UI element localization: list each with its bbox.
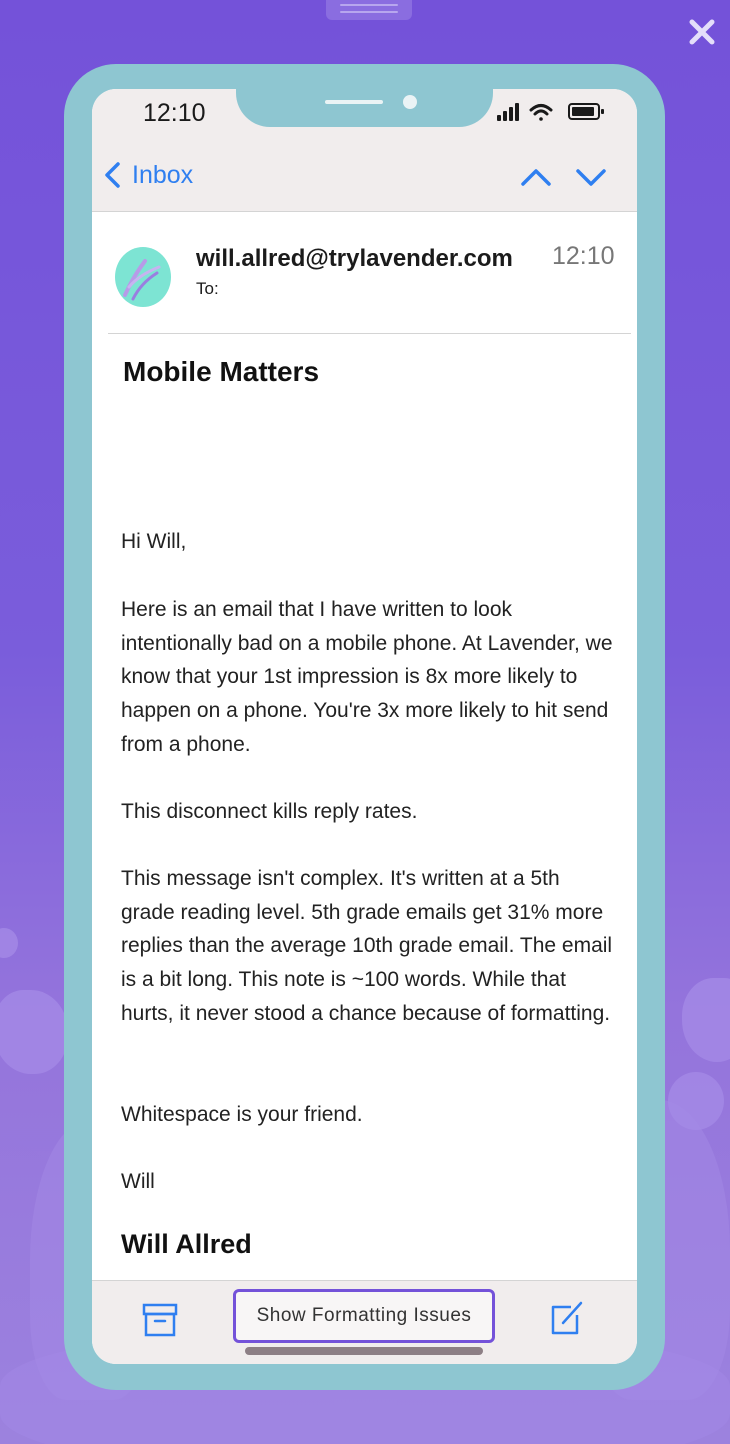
signal-icon	[497, 103, 519, 121]
previous-email-button[interactable]	[520, 165, 552, 189]
home-indicator	[245, 1347, 483, 1355]
email-signoff: Will	[121, 1170, 155, 1193]
email-paragraph: Whitespace is your friend.	[121, 1103, 363, 1126]
phone-notch	[236, 89, 493, 127]
background-blob	[0, 928, 18, 958]
back-to-inbox-button[interactable]	[102, 159, 193, 191]
email-time: 12:10	[552, 242, 615, 270]
compose-icon	[549, 1299, 587, 1337]
chevron-down-icon	[575, 165, 607, 189]
signature-name: Will Allred	[121, 1229, 252, 1259]
status-clock: 12:10	[143, 99, 206, 127]
show-formatting-issues-button[interactable]: Show Formatting Issues	[233, 1289, 495, 1343]
phone-screen	[92, 89, 637, 1364]
email-header	[92, 212, 637, 334]
close-button[interactable]	[684, 14, 720, 50]
email-paragraph: Here is an email that I have written to look intentionally bad on a mobile phone. At Lavender, we know that your 1st impression is 8x more likely to happen on a phone. You're 3x more likely to hit send from a phone.	[121, 598, 613, 756]
next-email-button[interactable]	[575, 165, 607, 189]
email-paragraph: This message isn't complex. It's written at a 5th grade reading level. 5th grade emails get 31% more replies than the average 10th grade email. The email is a bit long. This note is ~100 words. While that hurts, it never stood a chance because of formatting.	[121, 867, 613, 1025]
wifi-icon	[531, 106, 551, 121]
email-subject: Mobile Matters	[123, 356, 320, 387]
archive-icon	[142, 1301, 178, 1337]
chevron-left-icon	[102, 161, 122, 189]
archive-button[interactable]	[142, 1301, 178, 1337]
background-blob	[0, 990, 68, 1074]
avatar	[115, 247, 171, 307]
back-label: Inbox	[132, 160, 194, 189]
recipient-label: To:	[196, 279, 219, 298]
status-icons	[497, 101, 609, 123]
phone-frame	[64, 64, 665, 1390]
close-icon	[684, 14, 720, 50]
compose-button[interactable]	[549, 1299, 587, 1337]
status-bar	[92, 89, 637, 212]
email-greeting: Hi Will,	[121, 530, 187, 553]
battery-icon	[569, 104, 604, 119]
sender-address: will.allred@trylavender.com	[196, 245, 513, 272]
chevron-up-icon	[520, 165, 552, 189]
background-blob	[682, 978, 730, 1062]
bottom-toolbar	[92, 1280, 637, 1364]
drawer-handle[interactable]	[326, 0, 412, 20]
email-paragraph: This disconnect kills reply rates.	[121, 800, 418, 823]
